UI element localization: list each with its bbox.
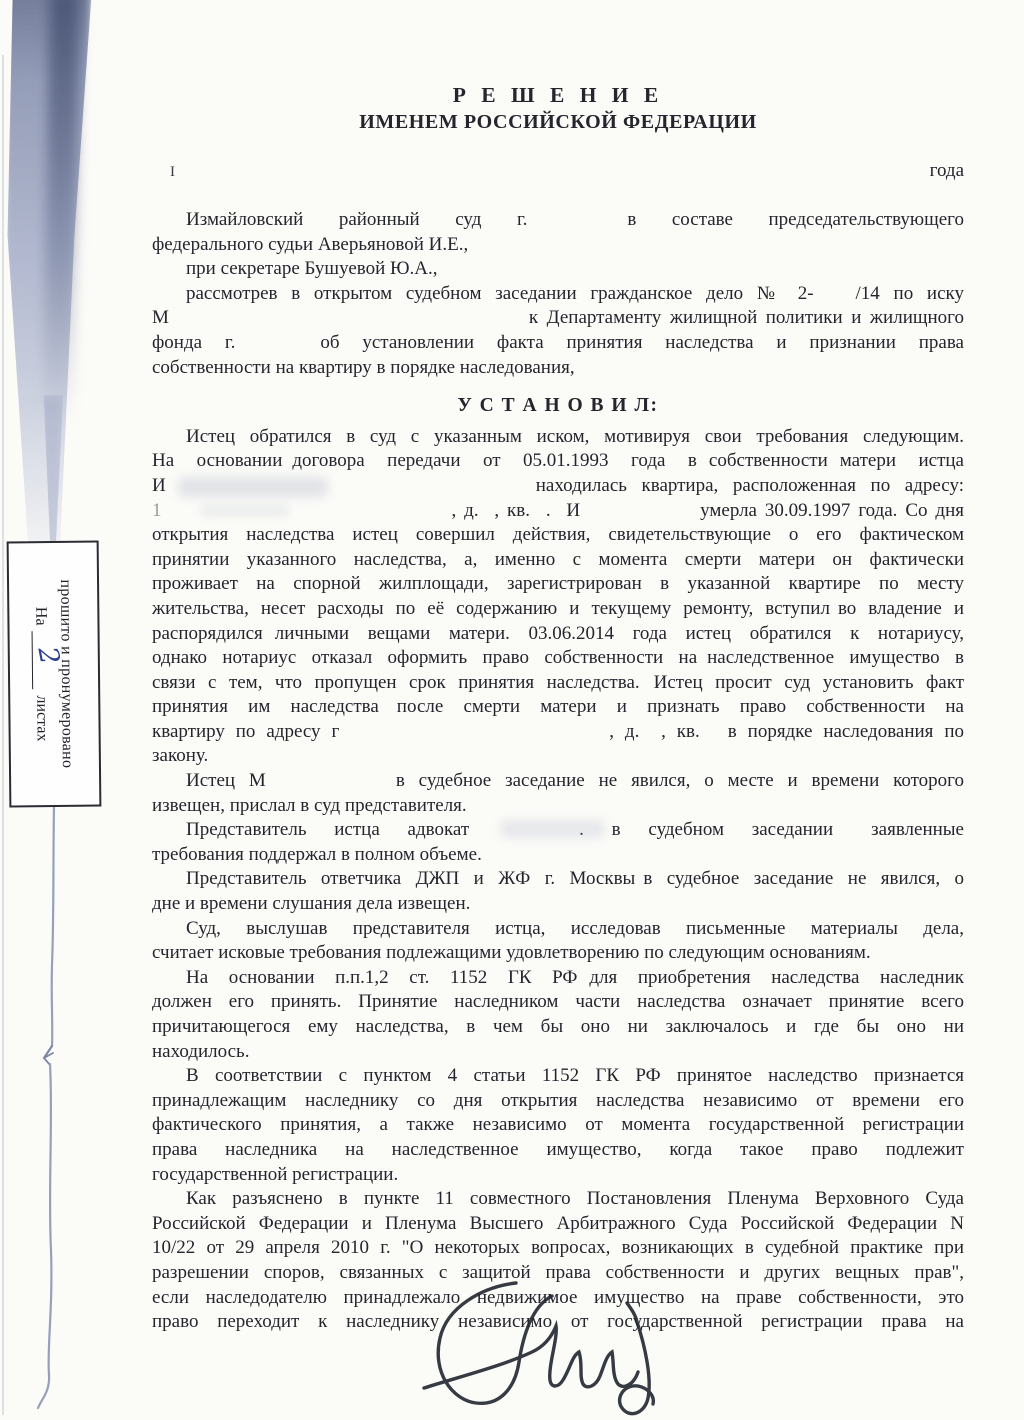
document-line (152, 695, 964, 720)
line-text: На основании п.п.1,2 ст. 1152 ГК РФ (186, 966, 578, 988)
document-subtitle: ИМЕНЕМ РОССИЙСКОЙ ФЕДЕРАЦИИ (359, 111, 757, 133)
document-line (152, 941, 964, 966)
line-text: в порядке наследования по (727, 720, 964, 742)
line-text: разрешении споров, связанных с защитой права собственности и других вещных прав", (152, 1261, 964, 1283)
line-text: требования поддержал в полном объеме. (152, 843, 482, 865)
redacted-gap (162, 514, 452, 516)
document-line (152, 843, 964, 868)
sheet-count-blank (31, 631, 66, 689)
document-line (152, 1261, 964, 1286)
document-line (152, 331, 964, 356)
redacted-gap (339, 735, 609, 737)
line-text: в судебное заседание не явился, о (643, 868, 964, 890)
document-line (152, 1064, 964, 1089)
line-text: для приобретения наследства наследник (589, 966, 964, 988)
line-text: собственности на квартиру в порядке наследования, (152, 356, 575, 378)
document-line (152, 720, 964, 745)
line-text: М (152, 307, 169, 329)
line-text: принадлежащим наследнику со дня открытия наследства независимо от времени его (152, 1089, 964, 1111)
line-text: считает исковые требования подлежащими удовлетворению по следующим основаниям. (152, 942, 871, 964)
line-text: матери истца (839, 450, 964, 472)
document-line (152, 744, 964, 769)
document-line (152, 233, 964, 258)
line-text: извещен, прислал в суд представителя. (152, 794, 467, 816)
line-text: федерального судьи Аверьяновой И.Е., (152, 233, 469, 255)
line-text: Измайловский районный суд г. (186, 209, 528, 230)
sheet-count-prefix: На (32, 606, 50, 626)
line-text: . в судебном заседании (579, 819, 834, 841)
sheet-count-handwritten: 2 (31, 644, 66, 668)
document-line (152, 818, 964, 843)
document-line (152, 356, 964, 381)
line-text: В соответствии с пунктом 4 статьи 1152 ГК РФ принятое наследство признается (186, 1065, 964, 1087)
document-line (152, 597, 964, 622)
line-text: об установлении факта принятия наследства и признании права (320, 331, 964, 353)
date-year-label: года (929, 160, 964, 181)
sheet-count-line (31, 606, 66, 742)
document-line (152, 646, 964, 671)
document-line (152, 892, 964, 917)
line-text: к Департаменту жилищной политики и жилищного (528, 307, 964, 329)
line-text: после смерти матери и признать право собственности на (396, 696, 964, 718)
line-text: распорядился (152, 622, 263, 644)
redacted-gap (697, 661, 707, 663)
line-text: Российской Федерации и Пленума Высшего Арбитражного Суда Российской Федерации N (152, 1212, 964, 1234)
line-text: заявленные (871, 819, 964, 841)
line-text: принятии указанного наследства, а, именно с момента смерти матери он фактически (152, 548, 964, 570)
line-text: Представитель ответчика ДЖП и ЖФ г. Москвы (186, 868, 636, 890)
document-line (152, 1212, 964, 1237)
document-line (152, 1310, 964, 1335)
line-text: умерла 30.09.1997 года. Со дня (700, 499, 965, 521)
document-line (152, 917, 964, 942)
document-line (152, 966, 964, 991)
redacted-gap (166, 489, 536, 491)
redacted-gap (580, 514, 700, 516)
document-line (152, 425, 964, 450)
line-text: однако нотариус отказал оформить право собственности на (152, 647, 698, 669)
line-text: наследственное имущество в (707, 647, 964, 669)
document-line (152, 794, 964, 819)
line-text: дне и времени слушания дела извещен. (152, 893, 471, 915)
line-text: принятия им наследства (152, 696, 379, 718)
redacted-gap (830, 612, 838, 614)
line-text: договора передачи от 05.01.1993 года в (292, 450, 697, 472)
line-text: личными вещами матери. 03.06.2014 года истец обратился к нотариусу, (274, 622, 964, 644)
document-line (152, 572, 964, 597)
line-text: если наследодателю принадлежало недвижимое имущество на праве собственности, это (152, 1286, 964, 1308)
line-text: право переходит к наследнику независимо от государственной регистрации права на (152, 1311, 964, 1333)
document-line (152, 548, 964, 573)
redacted-gap (828, 464, 840, 466)
redacted-gap (527, 223, 627, 225)
document-line (152, 867, 964, 892)
document-line (152, 523, 964, 548)
redacted-gap (282, 464, 292, 466)
line-text: На основании (152, 450, 283, 472)
line-text: 10/22 от 29 апреля 2010 г. "О некоторых вопросах, возникающих в судебной практике при (152, 1237, 964, 1259)
redacted-gap (469, 833, 579, 835)
line-text: 1 (152, 499, 162, 521)
document-line (152, 474, 964, 499)
document-line (152, 208, 964, 233)
document-line (152, 1138, 964, 1163)
line-text: права наследника на наследственное имущество, когда такое право подлежит (152, 1138, 964, 1160)
redacted-gap (266, 784, 396, 786)
document-line (152, 1163, 964, 1188)
redacted-gap (700, 735, 728, 737)
line-text: находилась квартира, расположенная по адресу: (535, 474, 964, 496)
line-text: Суд, выслушав представителя истца, исследовав письменные материалы дела, (186, 917, 964, 939)
redacted-gap (379, 710, 397, 712)
line-text: находилось. (152, 1040, 250, 1062)
sheet-count-suffix: листах (33, 695, 52, 742)
scan-shadow-core-artifact (42, 0, 79, 422)
line-text: собственности (708, 450, 828, 472)
document-line (152, 1187, 964, 1212)
section-heading (152, 394, 964, 419)
line-text: , д. , кв. (609, 720, 700, 742)
document-line (152, 990, 964, 1015)
redacted-gap (169, 321, 529, 323)
line-text: Как разъяснено в пункте 11 совместного Постановления Пленума Верховного Суда (186, 1188, 964, 1210)
document-line (152, 1113, 964, 1138)
line-text: государственной регистрации. (152, 1163, 399, 1185)
line-text: в судебное заседание не явился, о месте и времени которого (395, 770, 964, 792)
line-text: жительства, несет расходы по её содержанию и текущему ремонту, вступил (152, 597, 830, 619)
stitching-label-text: прошито и пронумеровано (57, 579, 77, 769)
date-line (152, 160, 964, 182)
stitching-label (7, 541, 102, 808)
line-text: Истец просит суд установить факт (653, 671, 964, 693)
document-line (152, 1015, 964, 1040)
line-text: Истец обратился в суд с указанным иском, мотивируя свои требования следующим. (186, 425, 964, 447)
document-line (152, 499, 964, 524)
document-line (152, 449, 964, 474)
document-body (152, 208, 964, 1335)
line-text: связи с тем, что пропущен срок принятия наследства. (152, 671, 640, 693)
line-text: фонда г. (152, 331, 236, 353)
line-text: Истец М (186, 770, 266, 792)
document-line (152, 622, 964, 647)
redacted-gap (263, 637, 275, 639)
line-text: проживает на спорной жилплощади, зарегистрирован в указанной квартире по месту (152, 573, 964, 595)
redacted-gap (640, 686, 654, 688)
redacted-gap (235, 346, 320, 348)
binding-thread-artifact (38, 806, 54, 1408)
redacted-gap (833, 833, 871, 835)
line-text: рассмотрев в открытом судебном заседании гражданское дело № 2- (186, 282, 814, 304)
document-line (152, 1089, 964, 1114)
line-text: квартиру по адресу г (152, 720, 340, 742)
document-line (152, 306, 964, 331)
document-line (152, 282, 964, 307)
redacted-gap (577, 981, 589, 983)
redacted-gap (697, 464, 709, 466)
paper-edge-line (2, 55, 4, 1415)
line-text: фактического принятия, а также независимо от момента государственной регистрации (152, 1114, 964, 1136)
line-text: открытия наследства истец совершил действия, свидетельствующие о его фактическом (152, 524, 964, 546)
line-text: , д. , кв. . И (451, 499, 581, 521)
document-line (152, 257, 964, 282)
date-placeholder-mark: I (170, 164, 175, 180)
stitching-label-text-block (9, 545, 100, 804)
document-line (152, 1040, 964, 1065)
title-block (152, 82, 964, 136)
line-text: /14 по иску (855, 282, 964, 304)
line-text: Представитель истца адвокат (186, 819, 470, 841)
line-text: закону. (152, 745, 209, 767)
line-text: причитающегося ему наследства, в чем бы оно ни заключалось и где бы оно ни (152, 1016, 964, 1037)
document-title: Р Е Ш Е Н И Е (452, 83, 664, 107)
line-text: во владение и (837, 597, 964, 619)
document-line (152, 1286, 964, 1311)
line-text: И (152, 474, 166, 496)
line-text: должен его принять. Принятие наследником части наследства означает принятие всего (152, 991, 964, 1013)
line-text: У С Т А Н О В И Л: (457, 395, 659, 417)
document-line (152, 1236, 964, 1261)
line-text: при секретаре Бушуевой Ю.А., (186, 258, 438, 280)
document-line (152, 671, 964, 696)
line-text: в составе председательствующего (627, 209, 964, 230)
redacted-gap (814, 297, 856, 299)
document-line (152, 769, 964, 794)
